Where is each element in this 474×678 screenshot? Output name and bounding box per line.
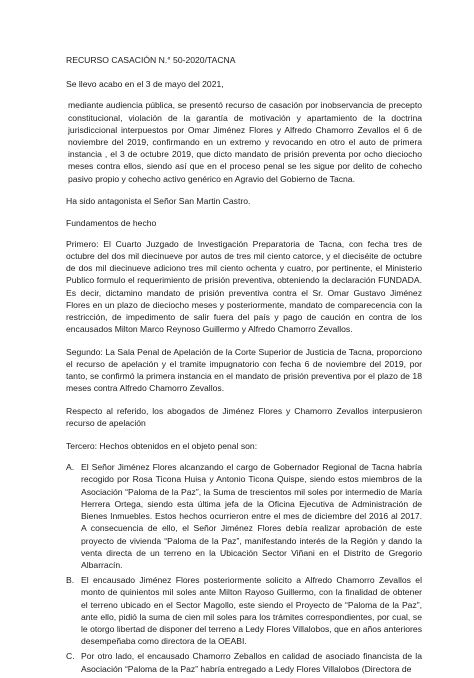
list-item-marker: C.: [66, 651, 75, 662]
list-item-text: Por otro lado, el encausado Chamorro Zeballos en calidad de asociado financista de la Asociación “Paloma de la Paz” habría entregado a Ledy Flores Villalobos (Directora de: [81, 651, 422, 674]
list-item-text: El Señor Jiménez Flores alcanzando el cargo de Gobernador Regional de Tacna habría recogido por Rosa Ticona Huisa y Antonio Ticona Quispe, siendo estos miembros de la Asociación “Paloma de la Paz”, la Suma de trescientos mil soles por intermedio de María Herrera Ortega, siendo esta última jefa de la Oficina Ejecutiva de Administración de Bienes Inmuebles. Estos hechos ocurrieron entre el mes de diciembre del 2016 al 2017. A consecuencia de ello, el Señor Jiménez Flores debía realizar aprobación de este proyecto de vivienda “Paloma de la Paz”, manifestando interés de la Región y dando la venta directa de un terreno en la Ubicación Sector Viñani en el Distrito de Gregorio Albarracín.: [81, 462, 422, 570]
document-title: RECURSO CASACIÓN N.° 50-2020/TACNA: [66, 55, 236, 65]
section-heading-facts: Fundamentos de hecho: [66, 217, 157, 228]
intro-date-paragraph: Se llevo acabo en el 3 de mayo del 2021,: [66, 79, 224, 90]
appeal-paragraph: Respecto al referido, los abogados de Jiménez Flores y Chamorro Zevallos interpusieron recurso de apelación: [66, 406, 422, 429]
segundo-paragraph: Segundo: La Sala Penal de Apelación de la Corte Superior de Justicia de Tacna, proporciono el recurso de apelación y el tramite impugnatorio con fecha 6 de noviembre del 2019, por tanto, se confirmó la primera instancia en el mandato de prisión preventiva por el plazo de 18 meses contra Alfredo Chamorro Zevallos.: [66, 346, 422, 394]
tercero-paragraph: Tercero: Hechos obtenidos en el objeto penal son:: [66, 441, 258, 452]
primero-paragraph: Primero: El Cuarto Juzgado de Investigación Preparatoria de Tacna, con fecha tres de octubre del dos mil diecinueve por autos de tres mil ciento catorce, y el dieciséite de octubre de dos mil diecinueve adiciono tres mil ciento ochenta y cuatro, por pertinente, el Ministerio Publico formulo el requerimiento de prisión preventiva, obteniendo la declaración FUNDADA. Es decir, dictamino mandato de prisión preventiva contra el Sr. Omar Gustavo Jiménez Flores en un plazo de dieciocho meses y posteriormente, mandato de comparecencia con la restricción, de impedimento de salir fuera del país y pago de caución en contra de los encausados Milton Marco Reynoso Guillermo y Alfredo Chamorro Zevallos.: [66, 238, 422, 335]
hearing-summary-paragraph: mediante audiencia pública, se presentó recurso de casación por inobservancia de precepto constitucional, violación de la garantía de motivación y apartamiento de la doctrina jurisdiccional interpuestos por Omar Jiménez Flores y Alfredo Chamorro Zevallos el 6 de noviembre del 2019, confirmando en un extremo y revocando en otro el auto de primera instancia , el 3 de octubre 2019, que dicto mandato de prisión preventa por ocho dieciocho meses contra ellos, siendo así que en el proceso penal se les sigue por delito de cohecho pasivo propio y cohecho activo genérico en Agravio del Gobierno de Tacna.: [68, 100, 422, 184]
list-item: [66, 461, 422, 571]
list-item-marker: A.: [66, 462, 75, 473]
list-item: [66, 650, 422, 674]
list-item: [66, 574, 422, 647]
antagonist-paragraph: Ha sido antagonista el Señor San Martin Castro.: [66, 196, 251, 207]
list-item-marker: B.: [66, 575, 75, 586]
facts-list: [66, 461, 422, 674]
document-page: [66, 54, 422, 678]
list-item-text: El encausado Jiménez Flores posteriormente solicito a Alfredo Chamorro Zevallos el monto de quinientos mil soles ante Milton Rayoso Guillermo, con la finalidad de obtener el terreno ubicado en el Sector Magollo, este siendo el Proyecto de “Paloma de la Paz”, ante ello, pidió la suma de cien mil soles para los trámites correspondientes, por cual, se le otorgo libertad de disponer del terreno a Ledy Flores Villalobos, que en años anteriores desempeñaba como directora de la OEABI.: [81, 575, 422, 647]
